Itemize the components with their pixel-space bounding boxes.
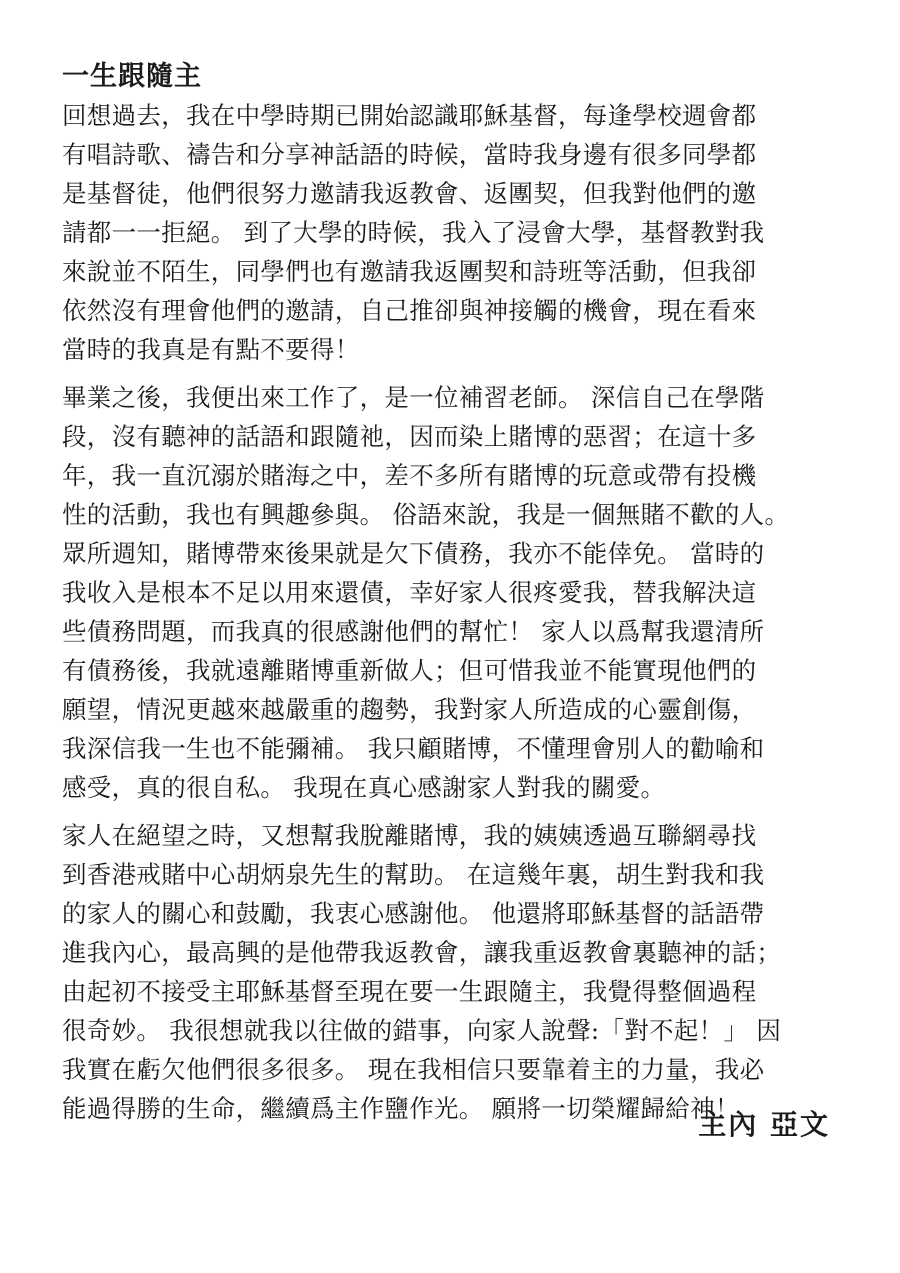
- paragraph-2-line-3: 年，我一直沉溺於賭海之中，差不多所有賭博的玩意或帶有投機: [62, 461, 757, 490]
- paragraph-1-line-3: 是基督徒，他們很努力邀請我返教會、返團契，但我對他們的邀: [62, 179, 757, 208]
- paragraph-2-line-8: 有債務後，我就遠離賭博重新做人；但可惜我並不能實現他們的: [62, 656, 757, 685]
- paragraph-2-line-9: 願望，情況更越來越嚴重的趨勢，我對家人所造成的心靈創傷，: [62, 695, 757, 724]
- paragraph-2-line-11: 感受，真的很自私。 我現在真心感謝家人對我的關愛。: [62, 773, 666, 802]
- paragraph-3-line-8: 能過得勝的生命，繼續爲主作鹽作光。 願將一切榮耀歸給神！: [62, 1094, 740, 1123]
- paragraph-2-line-2: 段，沒有聽神的話語和跟隨祂，因而染上賭博的惡習；在這十多: [62, 422, 757, 451]
- paragraph-1-line-6: 依然沒有理會他們的邀請，自己推卻與神接觸的機會，現在看來: [62, 296, 757, 325]
- paragraph-2-line-1: 畢業之後，我便出來工作了，是一位補習老師。 深信自己在學階: [62, 383, 765, 412]
- paragraph-3-line-2: 到香港戒賭中心胡炳泉先生的幫助。 在這幾年裏，胡生對我和我: [62, 860, 765, 889]
- paragraph-2-line-4: 性的活動，我也有興趣參與。 俗語來說，我是一個無賭不歡的人。: [62, 500, 790, 529]
- paragraph-2-line-5: 眾所週知，賭博帶來後果就是欠下債務，我亦不能倖免。 當時的: [62, 539, 765, 568]
- document-title: 一生跟隨主: [62, 61, 202, 92]
- paragraph-3-line-6: 很奇妙。 我很想就我以往做的錯事，向家人說聲:「對不起！」 因: [62, 1016, 782, 1045]
- signature: 主內 亞文: [698, 1108, 830, 1141]
- paragraph-1-line-1: 回想過去，我在中學時期已開始認識耶穌基督，每逢學校週會都: [62, 101, 757, 130]
- paragraph-1-line-4: 請都一一拒絕。 到了大學的時候，我入了浸會大學，基督教對我: [62, 218, 765, 247]
- paragraph-3-line-4: 進我內心，最高興的是他帶我返教會，讓我重返教會裏聽神的話；: [62, 938, 782, 967]
- paragraph-3-line-1: 家人在絕望之時，又想幫我脫離賭博，我的姨姨透過互聯網尋找: [62, 821, 757, 850]
- paragraph-2-line-6: 我收入是根本不足以用來還債，幸好家人很疼愛我，替我解決這: [62, 578, 757, 607]
- paragraph-1-line-7: 當時的我真是有點不要得！: [62, 335, 360, 364]
- paragraph-3-line-3: 的家人的關心和鼓勵，我衷心感謝他。 他還將耶穌基督的話語帶: [62, 899, 765, 928]
- paragraph-3-line-5: 由起初不接受主耶穌基督至現在要一生跟隨主，我覺得整個過程: [62, 977, 757, 1006]
- paragraph-1-line-5: 來說並不陌生，同學們也有邀請我返團契和詩班等活動，但我卻: [62, 257, 757, 286]
- paragraph-2-line-7: 些債務問題，而我真的很感謝他們的幫忙！ 家人以爲幫我還清所: [62, 617, 765, 646]
- paragraph-1-line-2: 有唱詩歌、禱告和分享神話語的時候，當時我身邊有很多同學都: [62, 140, 757, 169]
- paragraph-2-line-10: 我深信我一生也不能彌補。 我只顧賭博，不懂理會別人的勸喻和: [62, 734, 765, 763]
- paragraph-3-line-7: 我實在虧欠他們很多很多。 現在我相信只要靠着主的力量，我必: [62, 1055, 765, 1084]
